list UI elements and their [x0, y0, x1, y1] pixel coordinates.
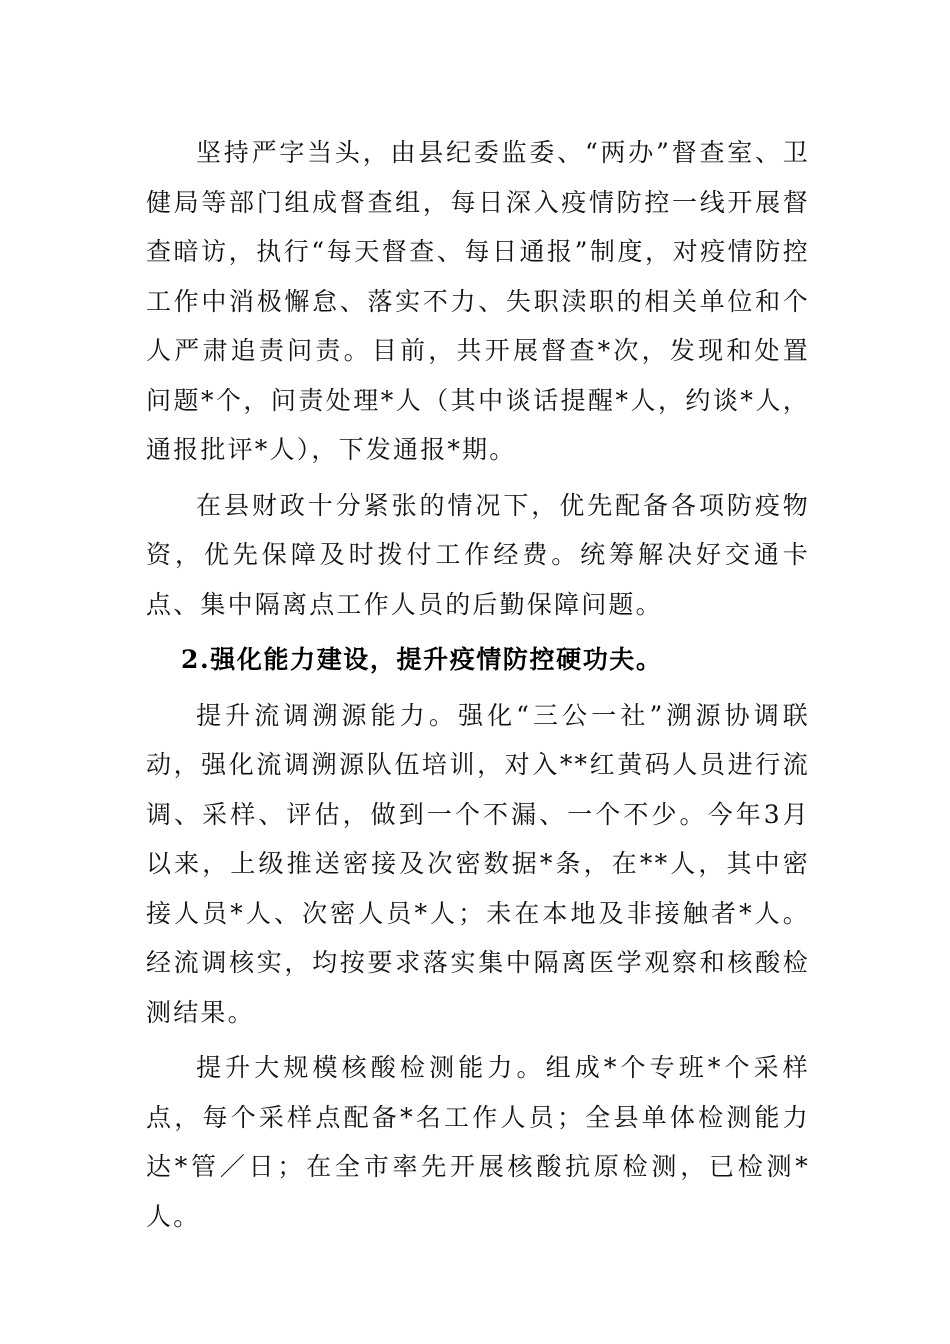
paragraph-testing: 提升大规模核酸检测能力。组成*个专班*个采样点，每个采样点配备*名工作人员；全县单体检测能力达*管／日；在全市率先开展核酸抗原检测，已检测*人。 — [146, 1053, 810, 1231]
paragraph-supervision: 坚持严字当头，由县纪委监委、“两办”督查室、卫健局等部门组成督查组，每日深入疫情防控一线开展督查暗访，执行“每天督查、每日通报”制度，对疫情防控工作中消极懈怠、落实不力、失职渎职的相关单位和个人严肃追责问责。目前，共开展督查*次，发现和处置问题*个，问责处理*人（其中谈话提醒*人，约谈*人，通报批评*人），下发通报*期。 — [146, 138, 810, 464]
paragraph-tracing: 提升流调溯源能力。强化“三公一社”溯源协调联动，强化流调溯源队伍培训，对入**红黄码人员进行流调、采样、评估，做到一个不漏、一个不少。今年3月以来，上级推送密接及次密数据*条，在**人，其中密接人员*人、次密人员*人；未在本地及非接触者*人。经流调核实，均按要求落实集中隔离医学观察和核酸检测结果。 — [146, 700, 810, 1027]
document-body — [146, 128, 810, 1247]
section-heading: 2.强化能力建设，提升疫情防控硬功夫。 — [181, 645, 663, 674]
paragraph-finance: 在县财政十分紧张的情况下，优先配备各项防疫物资，优先保障及时拨付工作经费。统筹解决好交通卡点、集中隔离点工作人员的后勤保障问题。 — [146, 490, 810, 619]
